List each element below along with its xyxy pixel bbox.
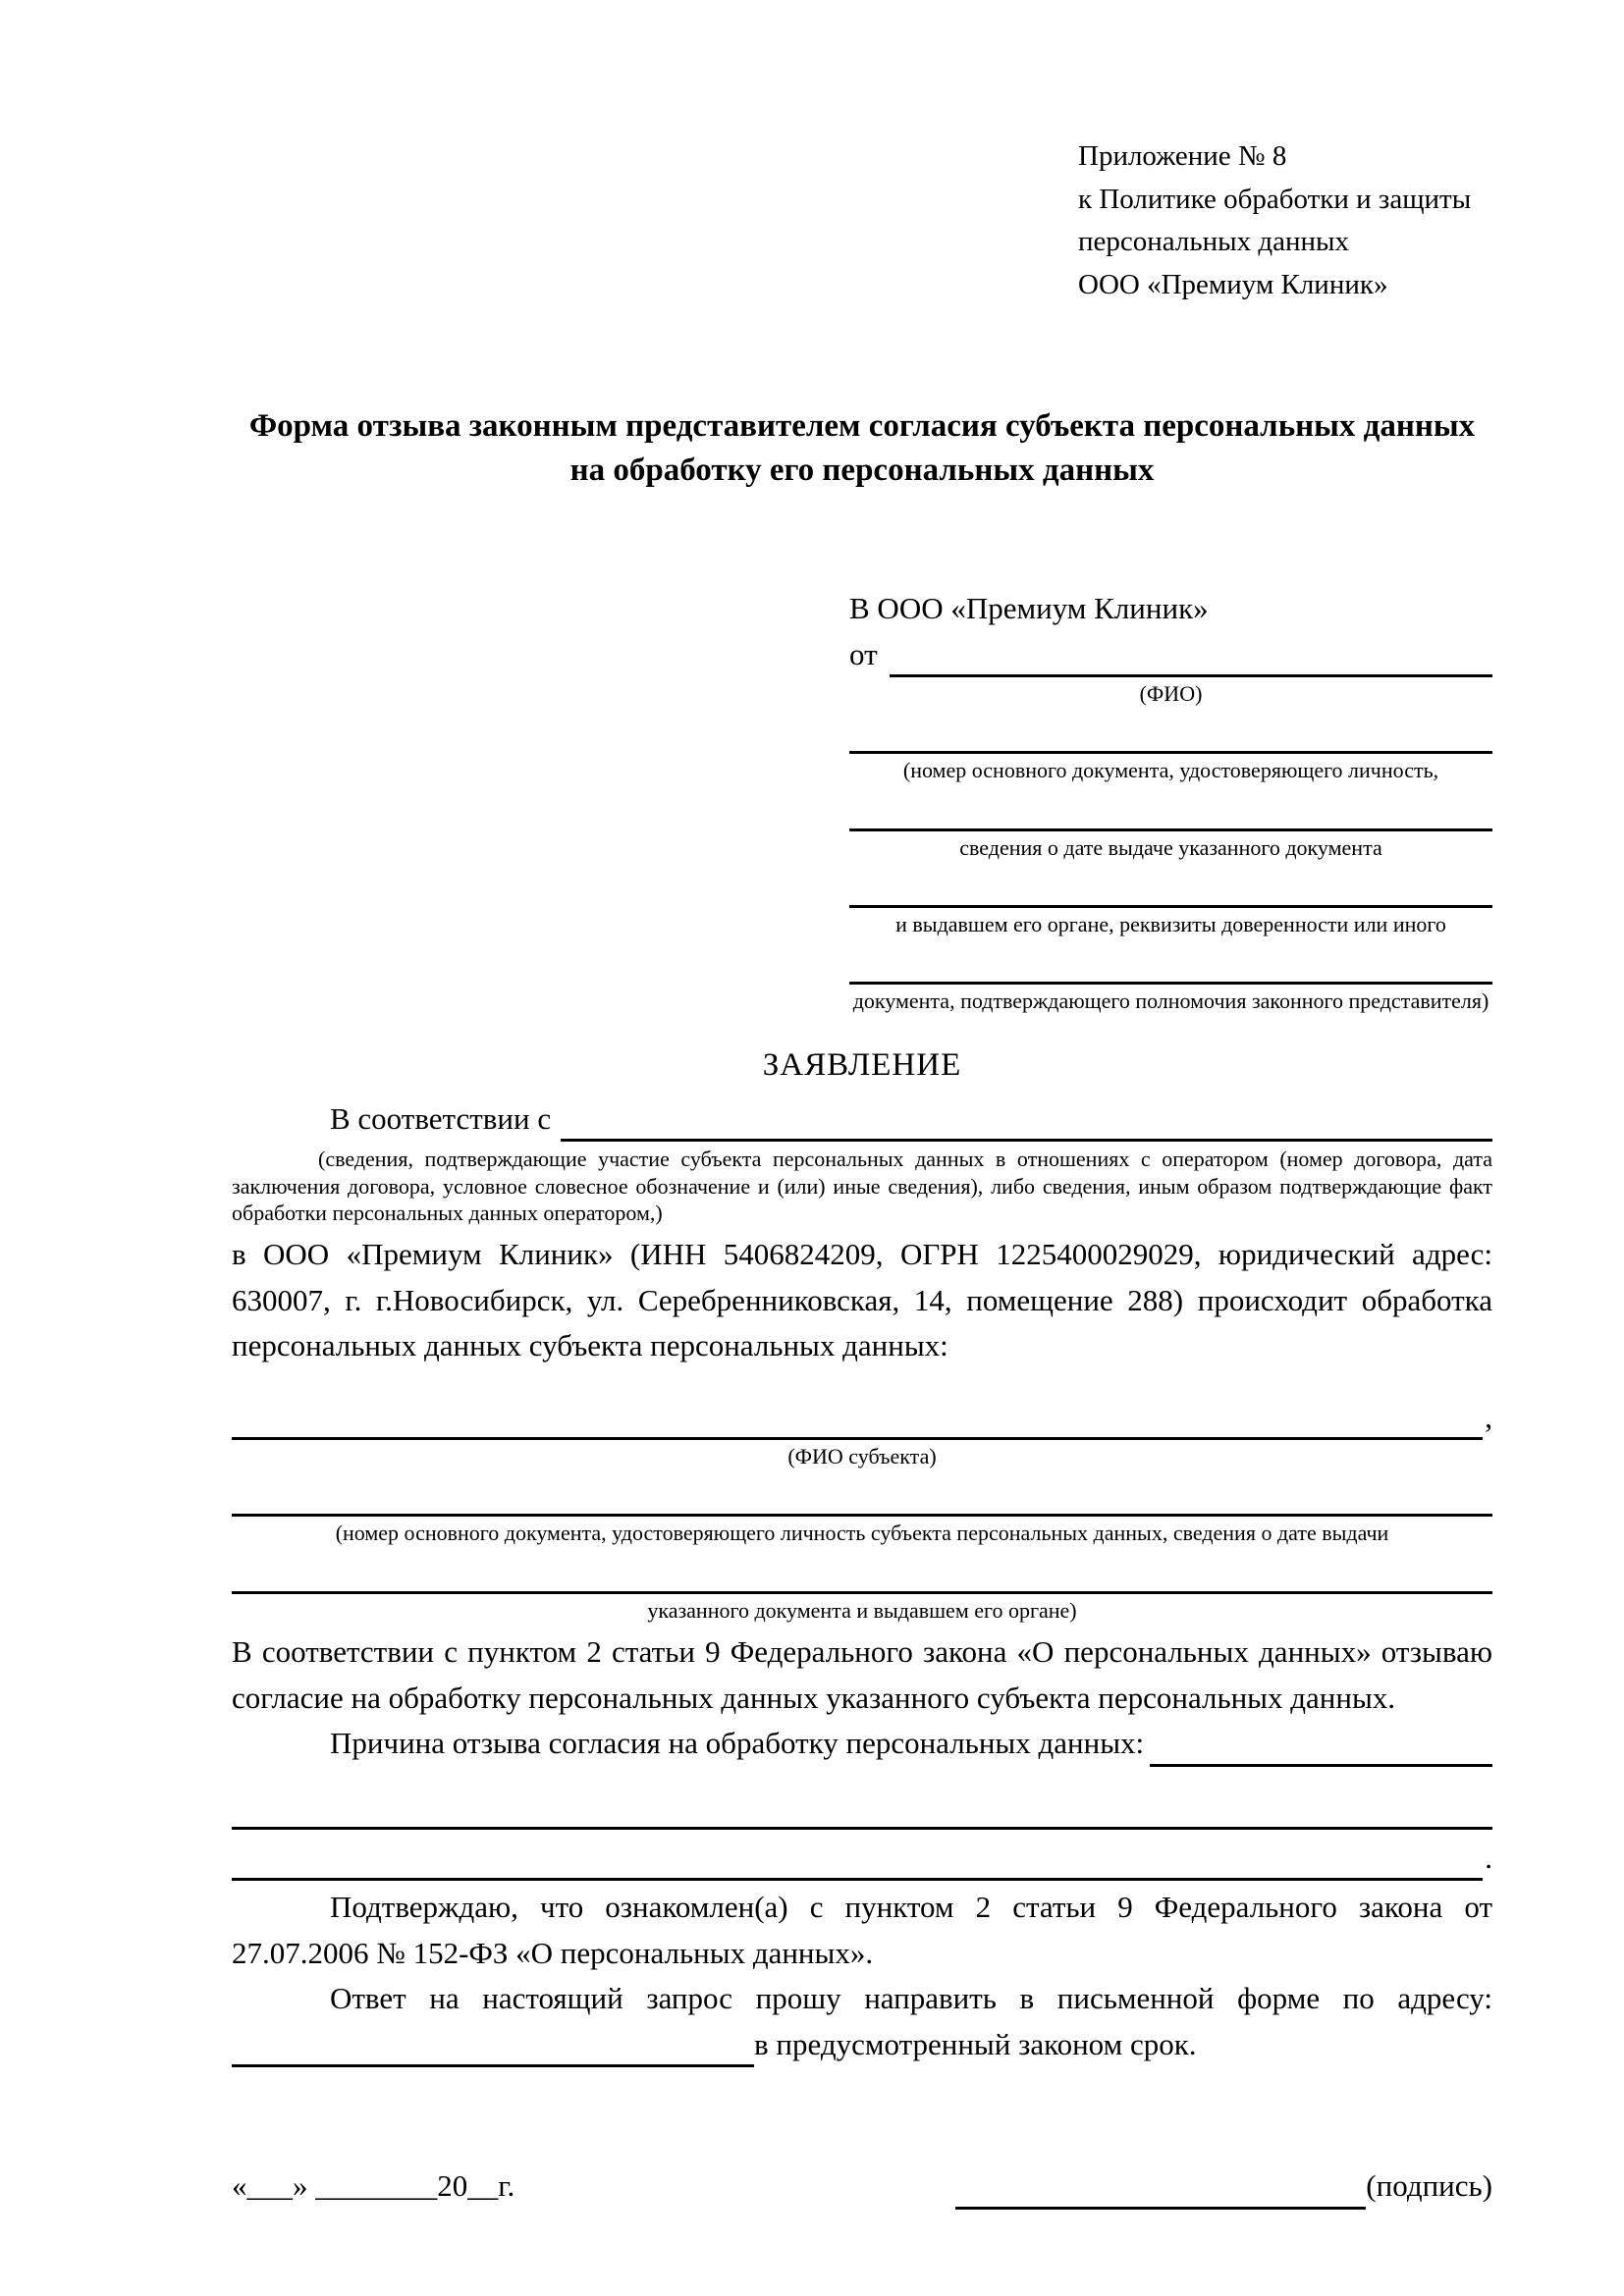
intro-prefix: В соответствии с	[330, 1100, 552, 1136]
operator-paragraph: в ООО «Премиум Клиник» (ИНН 5406824209, ОГРН 1225400029029, юридический адрес: 630007, г. г.Новосибирск, ул. Серебренниковская, 14, помещение 288) происходит обработка персональных данных субъекта персональных данных:	[232, 1237, 1492, 1363]
footer-row	[232, 2163, 1492, 2210]
signature-group	[955, 2163, 1492, 2210]
subject-doc-caption-1: (номер основного документа, удостоверяющего личность субъекта персональных данных, сведения о дате выдачи	[335, 1521, 1389, 1546]
reason-continuation-line-2[interactable]	[232, 1850, 1483, 1881]
subject-fio-line[interactable]	[232, 1404, 1483, 1440]
withdrawal-paragraph: В соответствии с пунктом 2 статьи 9 Федерального закона «О персональных данных» отзываю согласие на обработку персональных данных указанного субъекта персональных данных.	[232, 1634, 1492, 1715]
addressee-organization: В ООО «Премиум Клиник»	[849, 591, 1209, 626]
reply-prefix: Ответ на настоящий запрос прошу направить в письменной форме по адресу:	[330, 1981, 1492, 2016]
addressee-block	[849, 586, 1492, 1014]
reason-line-period: .	[1485, 1840, 1492, 1875]
authority-doc-caption: документа, подтверждающего полномочия законного представителя)	[852, 988, 1489, 1014]
signature-line[interactable]	[955, 2173, 1366, 2210]
from-row	[849, 632, 1492, 678]
subject-fio-row	[232, 1395, 1492, 1441]
date-fill-in[interactable]: «___» ________20__г.	[232, 2168, 515, 2204]
reply-suffix: в предусмотренный законом срок.	[754, 2026, 1197, 2061]
reply-row	[232, 2022, 1492, 2068]
statement-heading: ЗАЯВЛЕНИЕ	[762, 1047, 962, 1084]
subject-doc-issuer-line[interactable]	[232, 1571, 1492, 1594]
subject-doc-caption-2: указанного документа и выдавшем его органе)	[647, 1597, 1077, 1623]
fio-caption: (ФИО)	[1139, 681, 1203, 707]
reason-line[interactable]	[1150, 1731, 1492, 1767]
representative-doc-number-line[interactable]	[849, 730, 1492, 754]
annex-header-line: к Политике обработки и защиты	[1078, 183, 1472, 215]
basis-line[interactable]	[561, 1105, 1492, 1142]
annex-header-line: персональных данных	[1078, 226, 1350, 257]
signature-caption: (подпись)	[1366, 2168, 1492, 2204]
annex-header-block	[1078, 135, 1492, 306]
representative-name-line[interactable]	[890, 641, 1492, 677]
reply-address-line[interactable]	[232, 2031, 754, 2067]
doc-date-caption: сведения о дате выдаче указанного документа	[959, 834, 1382, 860]
reason-row	[232, 1721, 1492, 1767]
annex-header-line: Приложение № 8	[1078, 140, 1287, 172]
reason-continuation-line-1[interactable]	[232, 1806, 1492, 1830]
reason-continuation-row	[232, 1836, 1492, 1882]
document-title: Форма отзыва законным представителем согласия субъекта персональных данных на обработку его персональных данных	[248, 408, 1476, 488]
authority-doc-line[interactable]	[849, 961, 1492, 985]
intro-row	[232, 1096, 1492, 1143]
intro-caption: (сведения, подтверждающие участие субъекта персональных данных в отношениях с оператором (номер договора, дата заключения договора, условное словесное обозначение и (или) иные сведения), либо сведения, иным образом подтверждающие факт обработки персональных данных оператором,)	[232, 1147, 1492, 1225]
acknowledge-paragraph: Подтверждаю, что ознакомлен(а) с пунктом 2 статьи 9 Федерального закона от 27.07.2006 № 152-ФЗ «О персональных данных».	[232, 1890, 1492, 1970]
representative-doc-issuer-line[interactable]	[849, 884, 1492, 908]
reason-label: Причина отзыва согласия на обработку персональных данных:	[330, 1726, 1145, 1761]
subject-line-comma: ,	[1485, 1399, 1492, 1434]
doc-number-caption: (номер основного документа, удостоверяющего личность,	[902, 758, 1439, 783]
annex-header-line: ООО «Премиум Клиник»	[1078, 268, 1388, 300]
subject-fio-caption: (ФИО субъекта)	[787, 1444, 937, 1469]
doc-issuer-caption: и выдавшем его органе, реквизиты доверенности или иного	[895, 911, 1446, 936]
from-label: от	[849, 636, 878, 671]
subject-doc-number-line[interactable]	[232, 1493, 1492, 1517]
representative-doc-date-line[interactable]	[849, 808, 1492, 831]
